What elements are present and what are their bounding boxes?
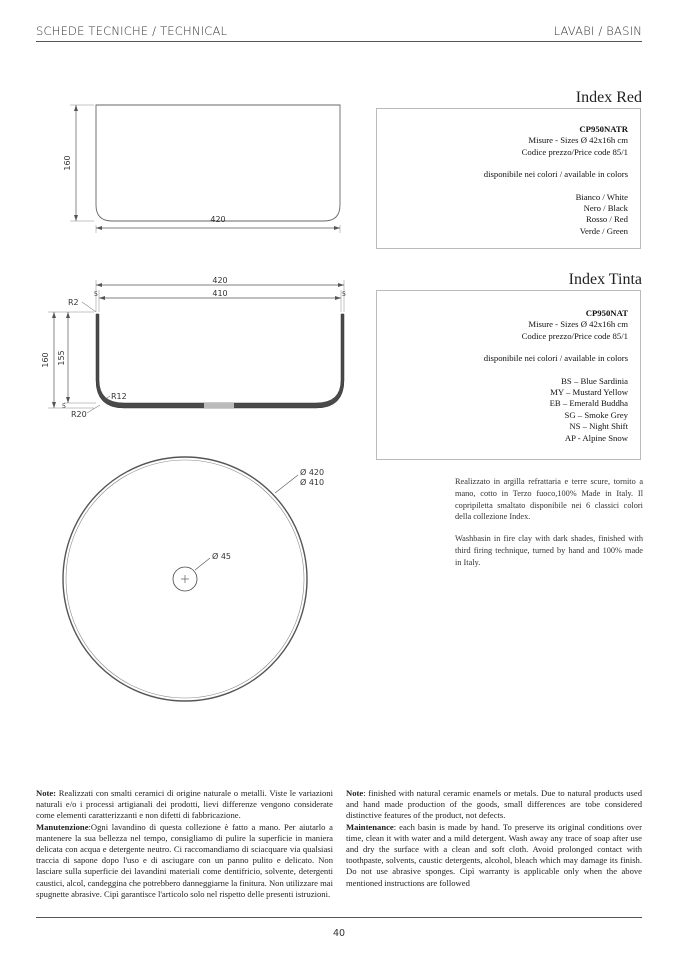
section-right-5: 5 <box>341 290 347 298</box>
header-section-label: SCHEDE TECNICHE / TECHNICAL <box>36 24 228 38</box>
product2-color: BS – Blue Sardinia <box>561 375 628 386</box>
product2-code: CP950NAT <box>585 308 628 318</box>
section-left-5: 5 <box>93 290 99 298</box>
header-rule <box>36 41 642 42</box>
product1-color: Nero / Black <box>583 203 628 214</box>
notes-english <box>346 788 642 889</box>
section-r12: R12 <box>111 392 127 401</box>
product2-spec-box <box>376 290 641 460</box>
section-outer-width: 420 <box>212 276 228 285</box>
product1-color: Bianco / White <box>575 191 628 202</box>
notes-en-note-text: : finished with natural ceramic enamels or metals. Due to natural products used and hand made production of the goods, small differences are tobe considered distinctive features of the product, not defects. <box>346 788 642 821</box>
notes-it-maint-text: :Ogni lavandino di questa collezione è fatto a mano. Per aiutarlo a mantenere la sua bellezza nel tempo, consigliamo di pulire la superficie in maniera delicata con acqua e detergente neutro. Ci raccomandiamo di sciacquare via qualsiasi traccia di sapone dopo l'uso e di asciugare con un panno pulito e delicato. Non lasciare sulla superficie dei lavandini materiali come dentifricio, solvente, detergenti caustici, alcol, candeggina che potrebbero danneggiarne la finitura. Non utilizzare mai spugnette abrasive. Cipì garantisce l'articolo solo nel rispetto delle presenti istruzioni. <box>36 821 333 899</box>
plan-view-drawing <box>50 455 340 715</box>
section-r20: R20 <box>71 410 87 419</box>
product1-availability: disponibile nei colori / available in colors <box>483 169 628 180</box>
footer-rule <box>36 917 642 918</box>
plan-drain-diameter: Ø 45 <box>212 552 232 561</box>
product1-color: Rosso / Red <box>586 214 628 225</box>
side-elevation-drawing <box>40 95 360 235</box>
notes-it-note-text: Realizzati con smalti ceramici di origine naturale o metalli. Viste le variazioni naturali e/o i processi artigianali dei prodotti, lievi differenze vengono considerate come elementi caratterizzanti e non difetti di fabbricazione. <box>36 788 333 821</box>
product2-availability: disponibile nei colori / available in colors <box>483 353 628 364</box>
product2-price-code: Codice prezzo/Price code 85/1 <box>521 330 628 341</box>
notes-en-note-label: Note <box>346 788 364 798</box>
description-it: Realizzato in argilla refrattaria e terre scure, tornito a mano, cotto in Terzo fuoco,100% Made in Italy. Il copripiletta smaltato disponibile nei 6 classici colori della collezione Index. <box>455 477 643 522</box>
product2-color: AP - Alpine Snow <box>564 432 628 443</box>
product1-code: CP950NATR <box>579 124 628 134</box>
product1-sizes: Misure - Sizes Ø 42x16h cm <box>528 135 628 146</box>
notes-it-note-label: Note: <box>36 788 57 798</box>
notes-it-maint-label: Manutenzione <box>36 821 89 832</box>
product2-sizes: Misure - Sizes Ø 42x16h cm <box>528 319 628 330</box>
side-width-label: 420 <box>210 215 226 224</box>
section-height-inner: 155 <box>57 350 66 366</box>
product1-color: Verde / Green <box>579 225 628 236</box>
notes-en-maint-text: : each basin is made by hand. To preserve its original conditions over time, clean it with water and a mild detergent. Wash away any trace of soap after use and dry the surface with a clean and soft cloth. Avoid prolonged contact with toothpaste, solvents, caustic detergents, alcohol, bleach which may damage its finish. Do not use abrasive sponges. Cipì warranty is applicable only when the above mentioned instructions are followed <box>346 821 642 888</box>
product2-title: Index Tinta <box>568 271 642 288</box>
section-bottom-5: 5 <box>61 402 67 410</box>
product1-title: Index Red <box>575 89 642 106</box>
product2-color: NS – Night Shift <box>569 421 628 432</box>
plan-inner-diameter: Ø 410 <box>300 478 325 487</box>
page-number: 40 <box>332 928 346 939</box>
side-height-label: 160 <box>63 155 72 171</box>
description-en: Washbasin in fire clay with dark shades, finished with third firing technique, turned by hand and 100% made in Italy. <box>455 534 643 567</box>
product1-price-code: Codice prezzo/Price code 85/1 <box>521 146 628 157</box>
product2-color: SG – Smoke Grey <box>564 409 628 420</box>
plan-outer-diameter: Ø 420 <box>300 468 325 477</box>
section-drawing <box>36 272 366 422</box>
header-category-label: LAVABI / BASIN <box>553 24 642 38</box>
product1-spec-box <box>376 108 641 249</box>
notes-en-maint-label: Maintenance <box>346 821 394 832</box>
section-inner-width: 410 <box>212 289 228 298</box>
product2-color: EB – Emerald Buddha <box>549 398 628 409</box>
section-r2: R2 <box>68 298 79 307</box>
section-height-outer: 160 <box>41 352 50 368</box>
product2-color: MY – Mustard Yellow <box>550 387 628 398</box>
notes-italian <box>36 788 333 900</box>
